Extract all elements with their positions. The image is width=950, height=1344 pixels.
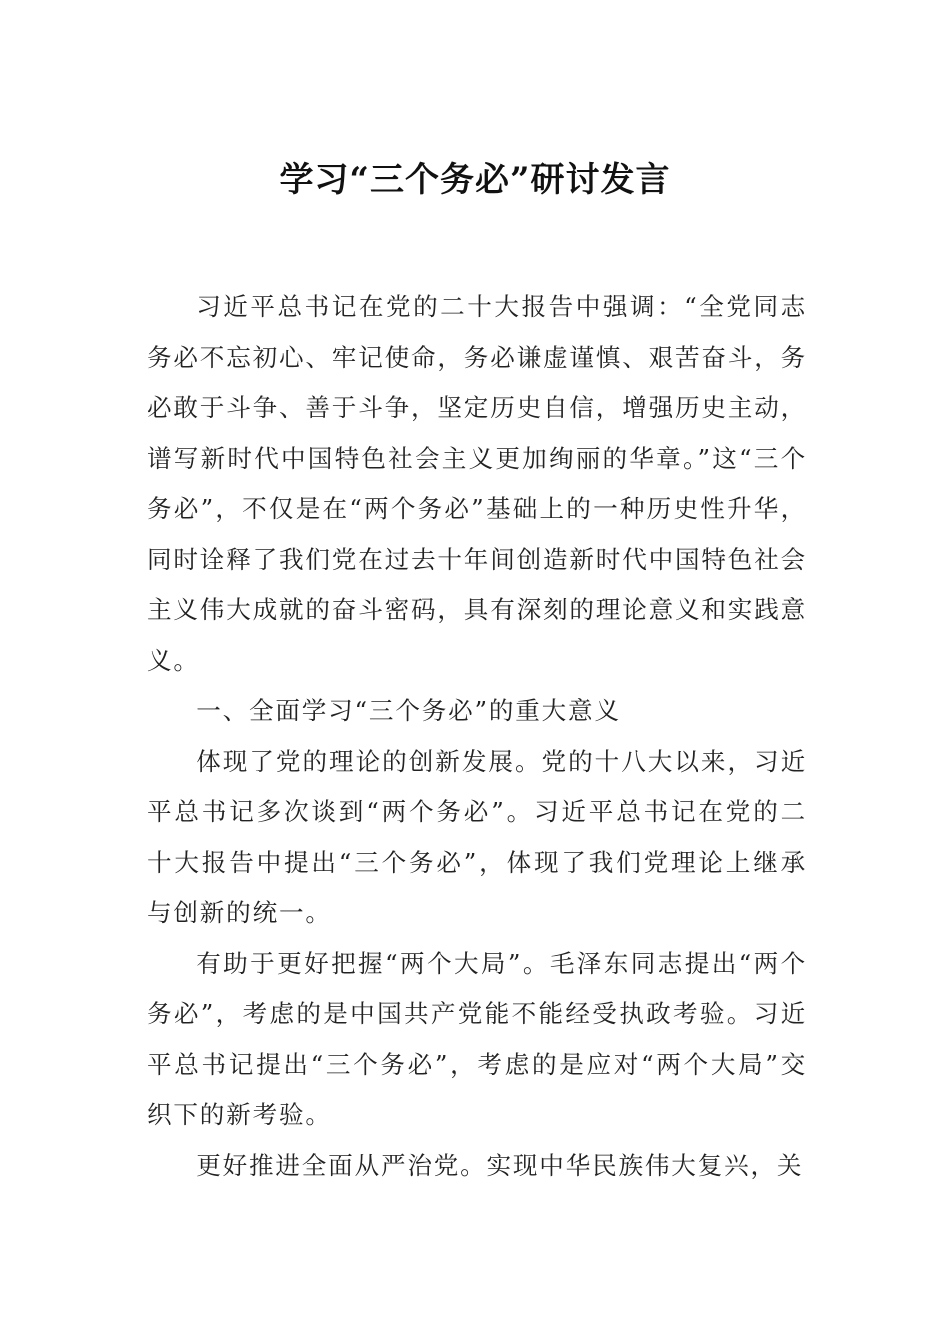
paragraph-intro: 习近平总书记在党的二十大报告中强调：“全党同志务必不忘初心、牢记使命，务必谦虚谨慎、艰苦奋斗，务必敢于斗争、善于斗争，坚定历史自信，增强历史主动，谱写新时代中国特色社会主义更加绚丽的华章。”这“三个务必”，不仅是在“两个务必”基础上的一种历史性升华，同时诠释了我们党在过去十年间创造新时代中国特色社会主义伟大成就的奋斗密码，具有深刻的理论意义和实践意义。 <box>147 292 807 675</box>
document-title: 学习“三个务必”研讨发言 <box>279 160 671 200</box>
paragraph-party-governance: 更好推进全面从严治党。实现中华民族伟大复兴，关 <box>196 1150 804 1180</box>
paragraph-two-overall-situations: 有助于更好把握“两个大局”。毛泽东同志提出“两个务必”，考虑的是中国共产党能不能经受执政考验。习近平总书记提出“三个务必”，考虑的是应对“两个大局”交织下的新考验。 <box>147 948 807 1129</box>
document-body <box>147 282 807 1191</box>
paragraph-theory: 体现了党的理论的创新发展。党的十八大以来，习近平总书记多次谈到“两个务必”。习近平总书记在党的二十大报告中提出“三个务必”，体现了我们党理论上继承与创新的统一。 <box>147 746 807 927</box>
section-heading-1: 一、全面学习“三个务必”的重大意义 <box>196 696 621 725</box>
